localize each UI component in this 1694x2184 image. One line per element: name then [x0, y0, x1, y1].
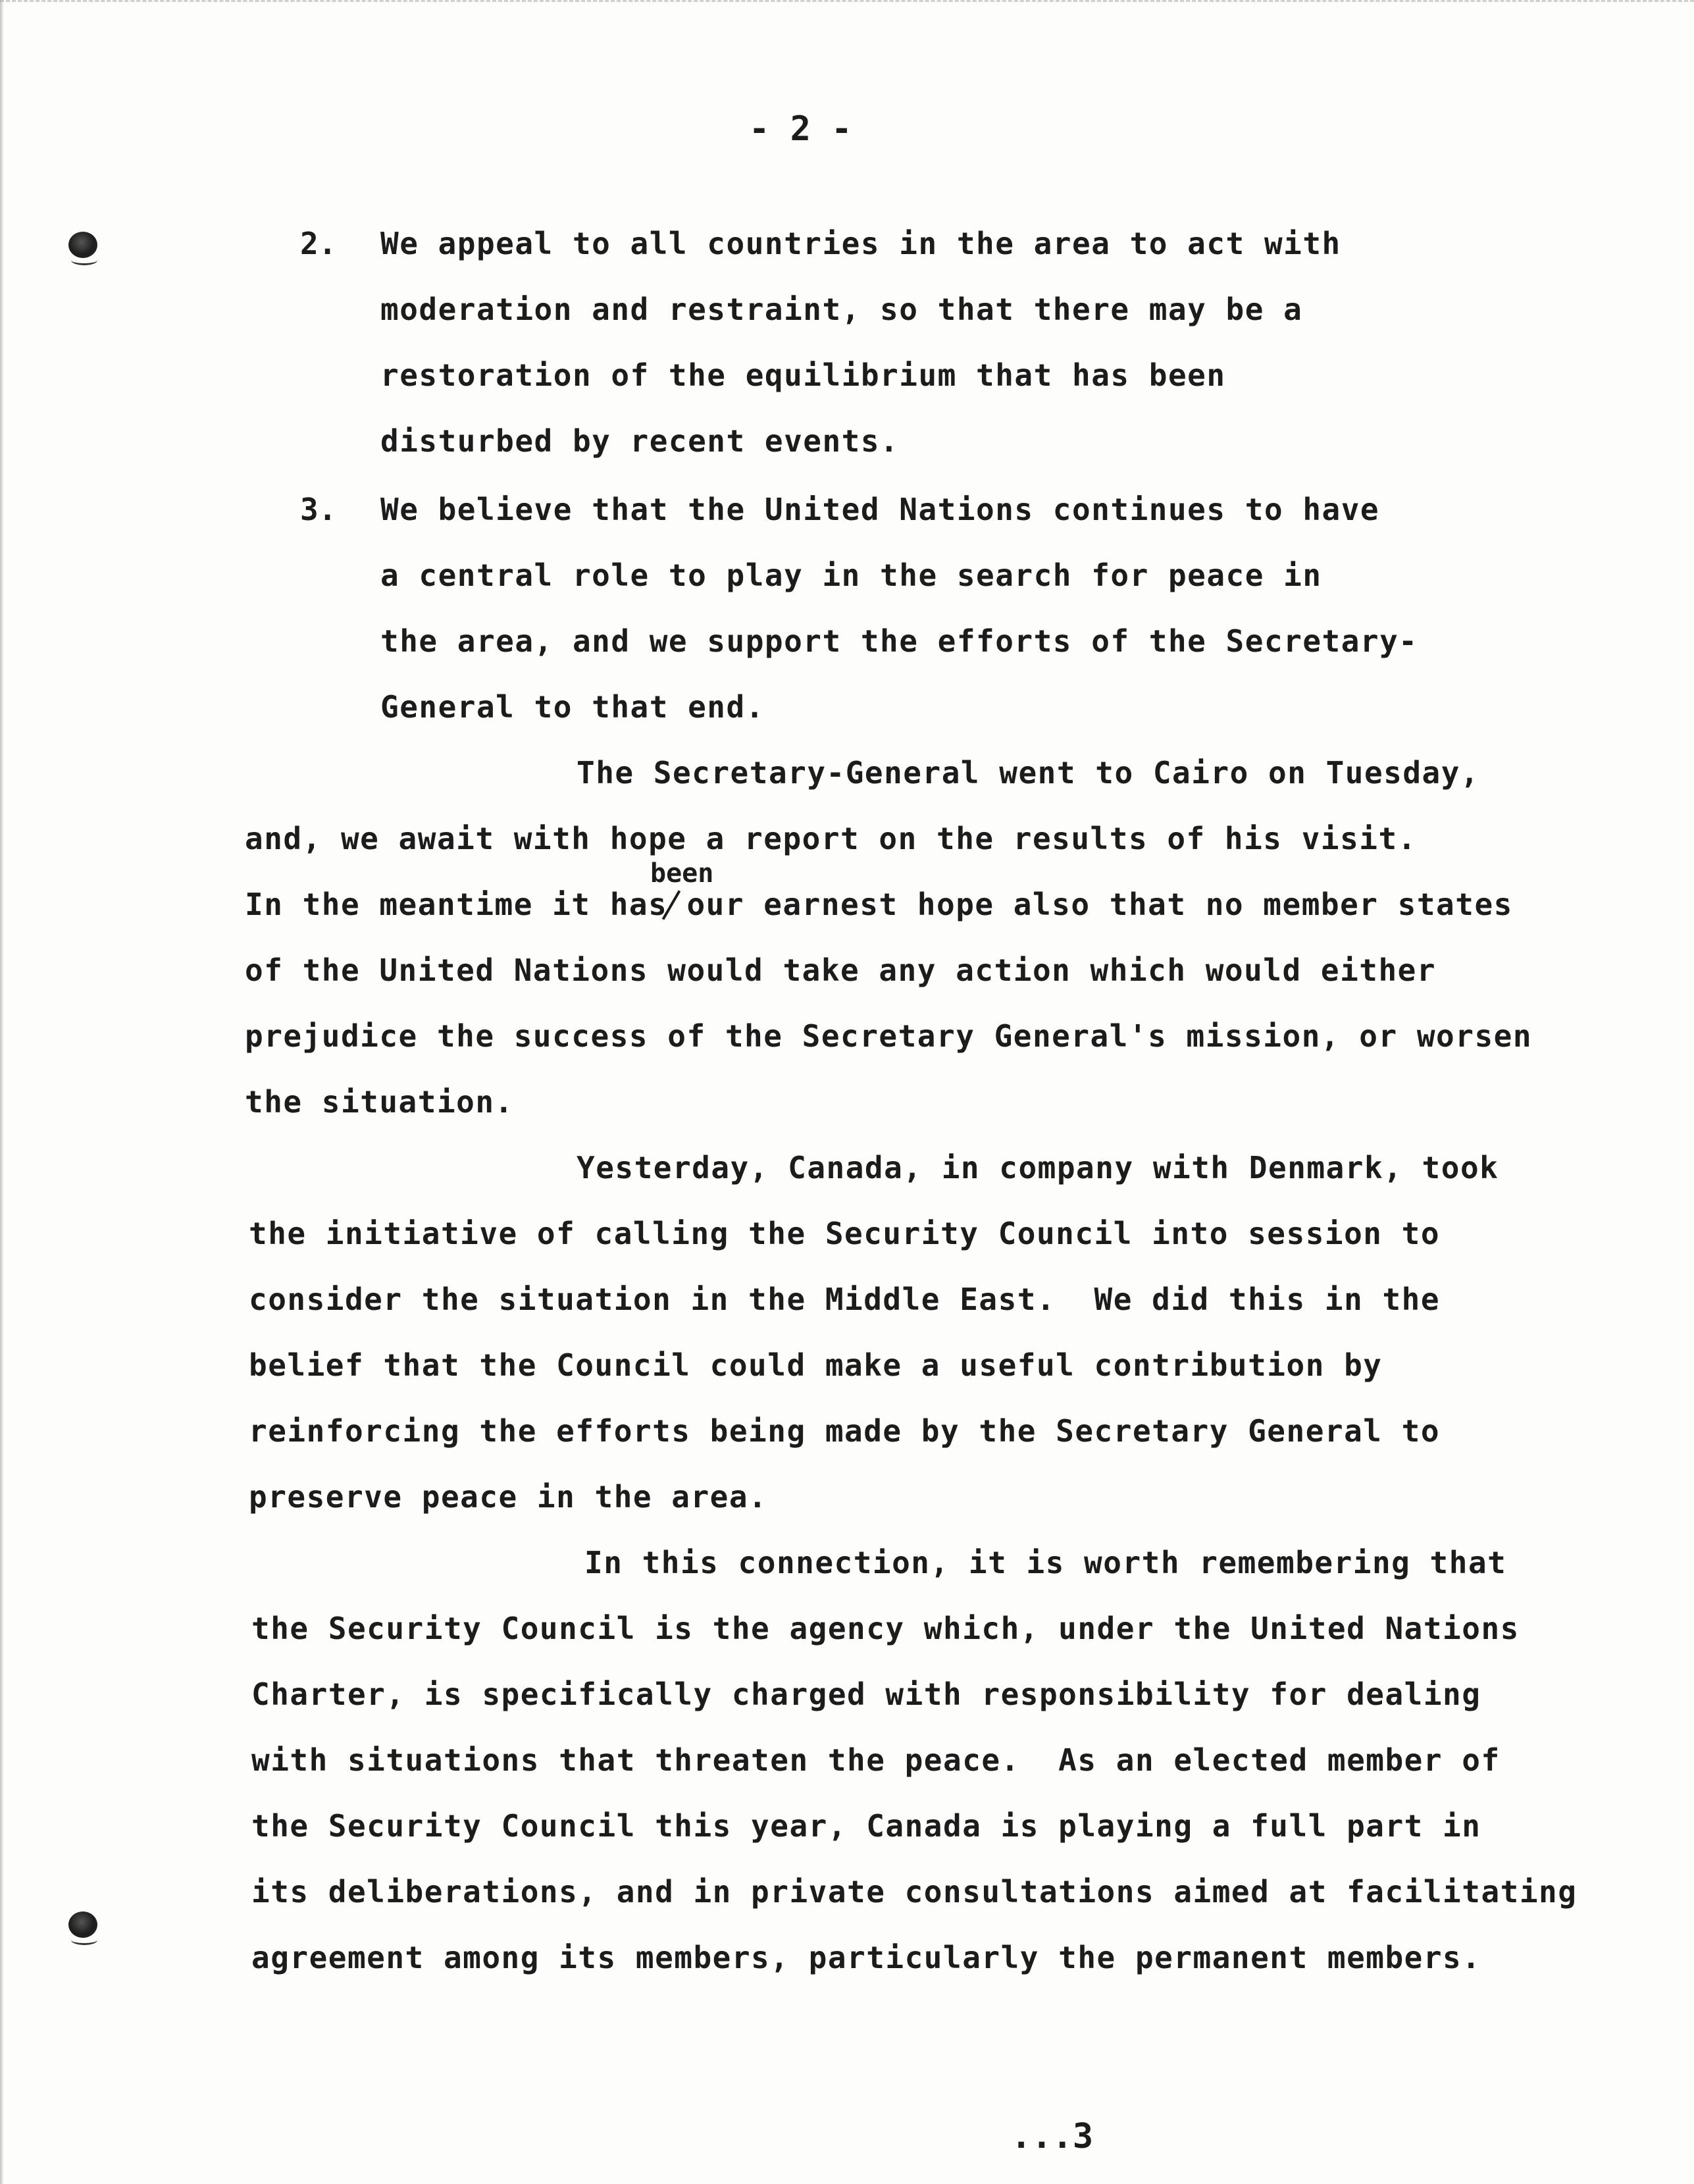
paragraph-line: preserve peace in the area.: [249, 1479, 768, 1515]
paragraph-line: belief that the Council could make a useful contribution by: [249, 1347, 1383, 1383]
punch-hole-icon: [68, 1911, 97, 1938]
paragraph-line: with situations that threaten the peace. As an elected member of: [251, 1742, 1501, 1778]
item-line: disturbed by recent events.: [380, 423, 900, 459]
paragraph-line: its deliberations, and in private consultations aimed at facilitating: [251, 1874, 1578, 1910]
paragraph-line: reinforcing the efforts being made by the Secretary General to: [249, 1413, 1441, 1449]
punch-hole-icon: [68, 232, 97, 258]
paragraph-line: the situation.: [245, 1084, 514, 1120]
item-line: We believe that the United Nations continues to have: [380, 492, 1380, 527]
paragraph-line: prejudice the success of the Secretary General's mission, or worsen: [245, 1018, 1533, 1054]
paragraph-line: Yesterday, Canada, in company with Denmark, took: [577, 1150, 1499, 1185]
paragraph-line: the Security Council is the agency which, under the United Nations: [251, 1611, 1520, 1646]
scan-top-edge: [0, 0, 1694, 10]
paragraph-line: of the United Nations would take any action which would either: [245, 952, 1437, 988]
item-line: We appeal to all countries in the area to act with: [380, 226, 1341, 261]
paragraph-line: consider the situation in the Middle East. We did this in the: [249, 1282, 1441, 1317]
item-line: a central role to play in the search for peace in: [380, 558, 1322, 593]
item-number: 3.: [300, 492, 337, 527]
item-number: 2.: [300, 226, 337, 261]
paragraph-line: In the meantime it has our earnest hope also that no member states: [245, 887, 1513, 922]
paragraph-line: the initiative of calling the Security Council into session to: [249, 1216, 1441, 1251]
item-line: moderation and restraint, so that there may be a: [380, 292, 1303, 327]
paragraph-line: Charter, is specifically charged with responsibility for dealing: [251, 1677, 1481, 1712]
item-line: the area, and we support the efforts of the Secretary-: [380, 623, 1418, 659]
paragraph-line: agreement among its members, particularly the permanent members.: [251, 1940, 1481, 1975]
paragraph-line: In this connection, it is worth remembering that: [584, 1545, 1507, 1580]
continuation-marker: ...3: [1011, 2117, 1094, 2156]
handwritten-insertion: been: [650, 858, 714, 889]
scan-left-edge: [0, 0, 4, 2184]
paragraph-line: and, we await with hope a report on the results of his visit.: [245, 821, 1417, 856]
page-number: - 2 -: [749, 109, 852, 149]
item-line: restoration of the equilibrium that has been: [380, 357, 1226, 393]
item-line: General to that end.: [380, 689, 765, 725]
paragraph-line: the Security Council this year, Canada is playing a full part in: [251, 1808, 1481, 1844]
paragraph-line: The Secretary-General went to Cairo on Tuesday,: [577, 755, 1480, 791]
